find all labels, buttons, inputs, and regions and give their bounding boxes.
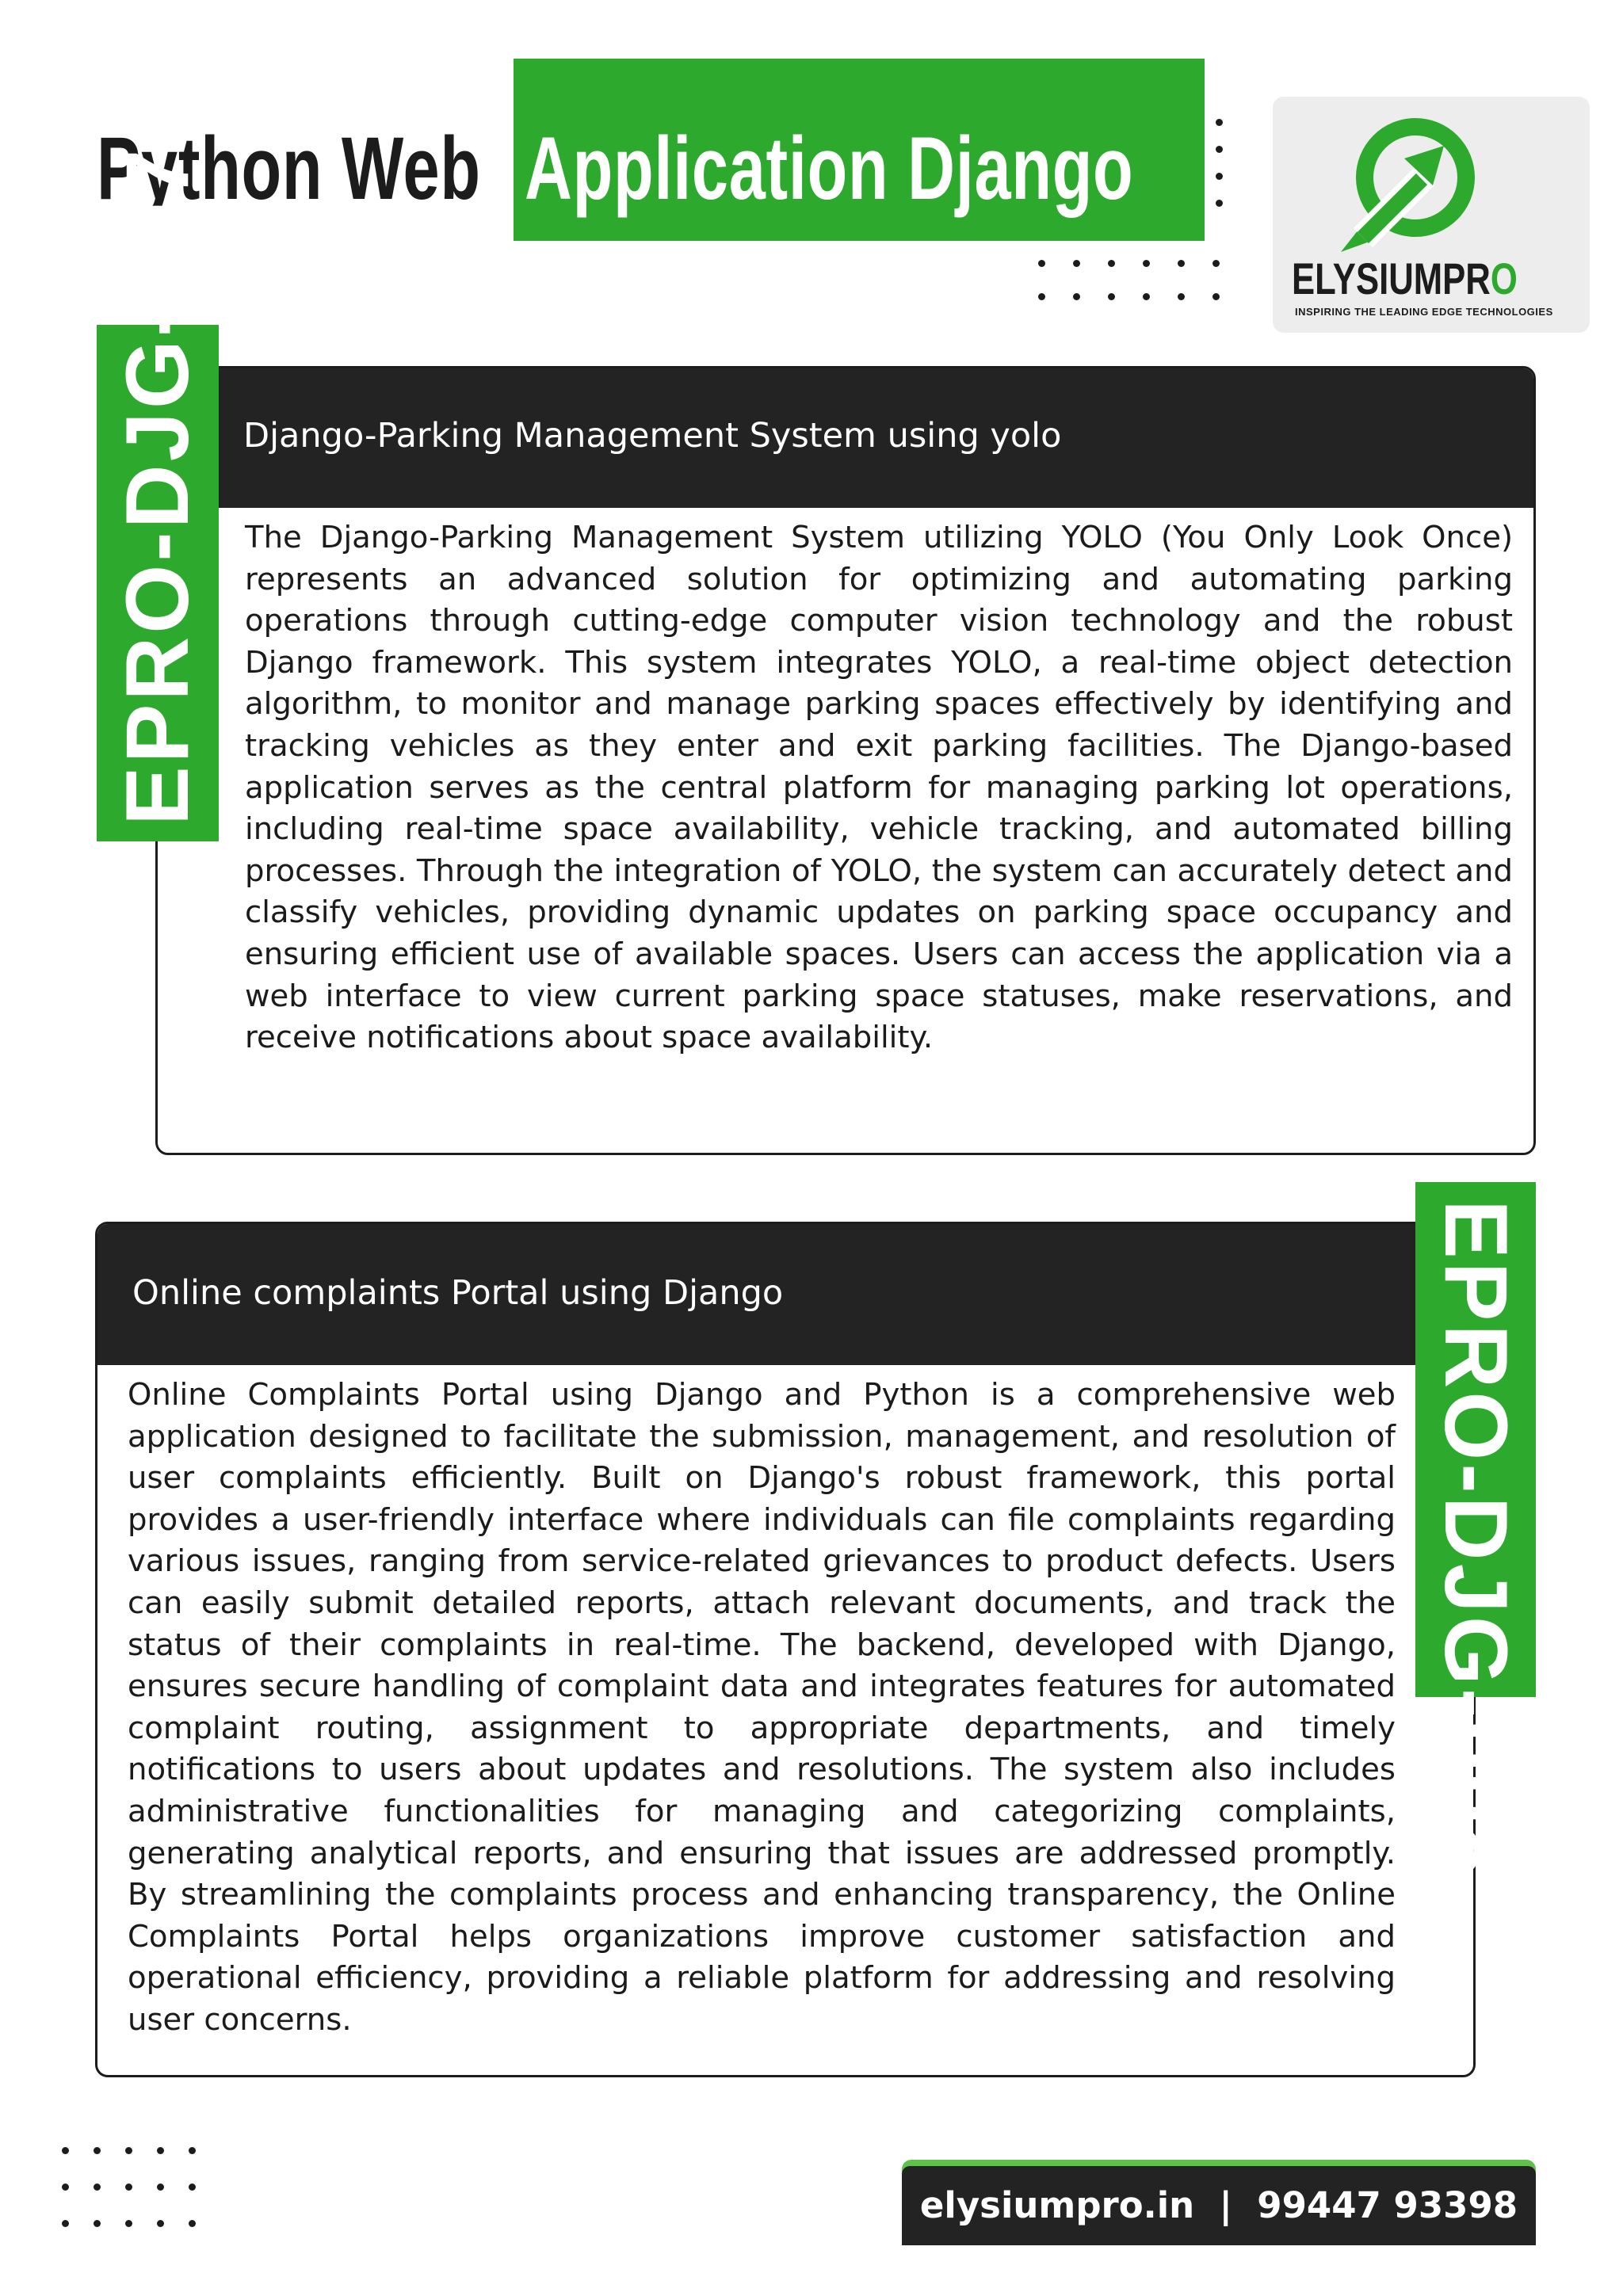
logo-wordmark: ELYSIUMPRO	[1292, 254, 1518, 303]
footer-contact: elysiumpro.in | 99447 93398	[919, 2184, 1518, 2226]
project-card-2	[95, 1222, 1476, 2077]
project-card-1	[155, 366, 1536, 1155]
project-code: EPRO-DJG-007	[108, 146, 207, 826]
project-card-header	[97, 1224, 1473, 1365]
project-code: EPRO-DJG-008	[1426, 1199, 1526, 1879]
project-title: Django-Parking Management System using yolo	[243, 416, 1062, 456]
project-title: Online complaints Portal using Django	[132, 1273, 784, 1313]
page-title-part1: Python Web	[97, 119, 481, 218]
logo-tagline: INSPIRING THE LEADING EDGE TECHNOLOGIES	[1295, 306, 1553, 318]
project-code-tag-1	[97, 146, 219, 841]
arrow-target-icon	[1331, 111, 1490, 254]
project-card-header	[158, 368, 1533, 508]
project-code-tag-2	[1415, 1182, 1536, 1879]
project-description: The Django-Parking Management System utilizing YOLO (You Only Look Once) represents an advanced solution for optimizing and automating parking operations through cutting-edge computer vision technology and the robust Django framework. This system integrates YOLO, a real-time object detection algorithm, to monitor and manage parking spaces effectively by identifying and tracking vehicles as they enter and exit parking facilities. The Django-based application serves as the central platform for managing parking lot operations, including real-time space availability, vehicle tracking, and automated billing processes. Through the integration of YOLO, the system can accurately detect and classify vehicles, providing dynamic updates on parking space occupancy and ensuring efficient use of available spaces. Users can access the application via a web interface to view current parking space statuses, make reservations, and receive notifications about space availability.	[245, 520, 1513, 1056]
page-title-part2: Application Django	[525, 119, 1134, 218]
project-description: Online Complaints Portal using Django and Python is a comprehensive web application designed to facilitate the submission, management, and resolution of user complaints efficiently. Built on Django's robust framework, this portal provides a user-friendly interface where individuals can file complaints regarding various issues, ranging from service-related grievances to product defects. Users can easily submit detailed reports, attach relevant documents, and track the status of their complaints in real-time. The backend, developed with Django, ensures secure handling of complaint data and integrates features for automated complaint routing, assignment to appropriate departments, and timely notifications to users about updates and resolutions. The system also includes administrative functionalities for managing and categorizing complaints, generating analytical reports, and ensuring that issues are addressed promptly. By streamlining the complaints process and enhancing transparency, the Online Complaints Portal helps organizations improve customer satisfaction and operational efficiency, providing a reliable platform for addressing and resolving user concerns.	[128, 1377, 1396, 2038]
